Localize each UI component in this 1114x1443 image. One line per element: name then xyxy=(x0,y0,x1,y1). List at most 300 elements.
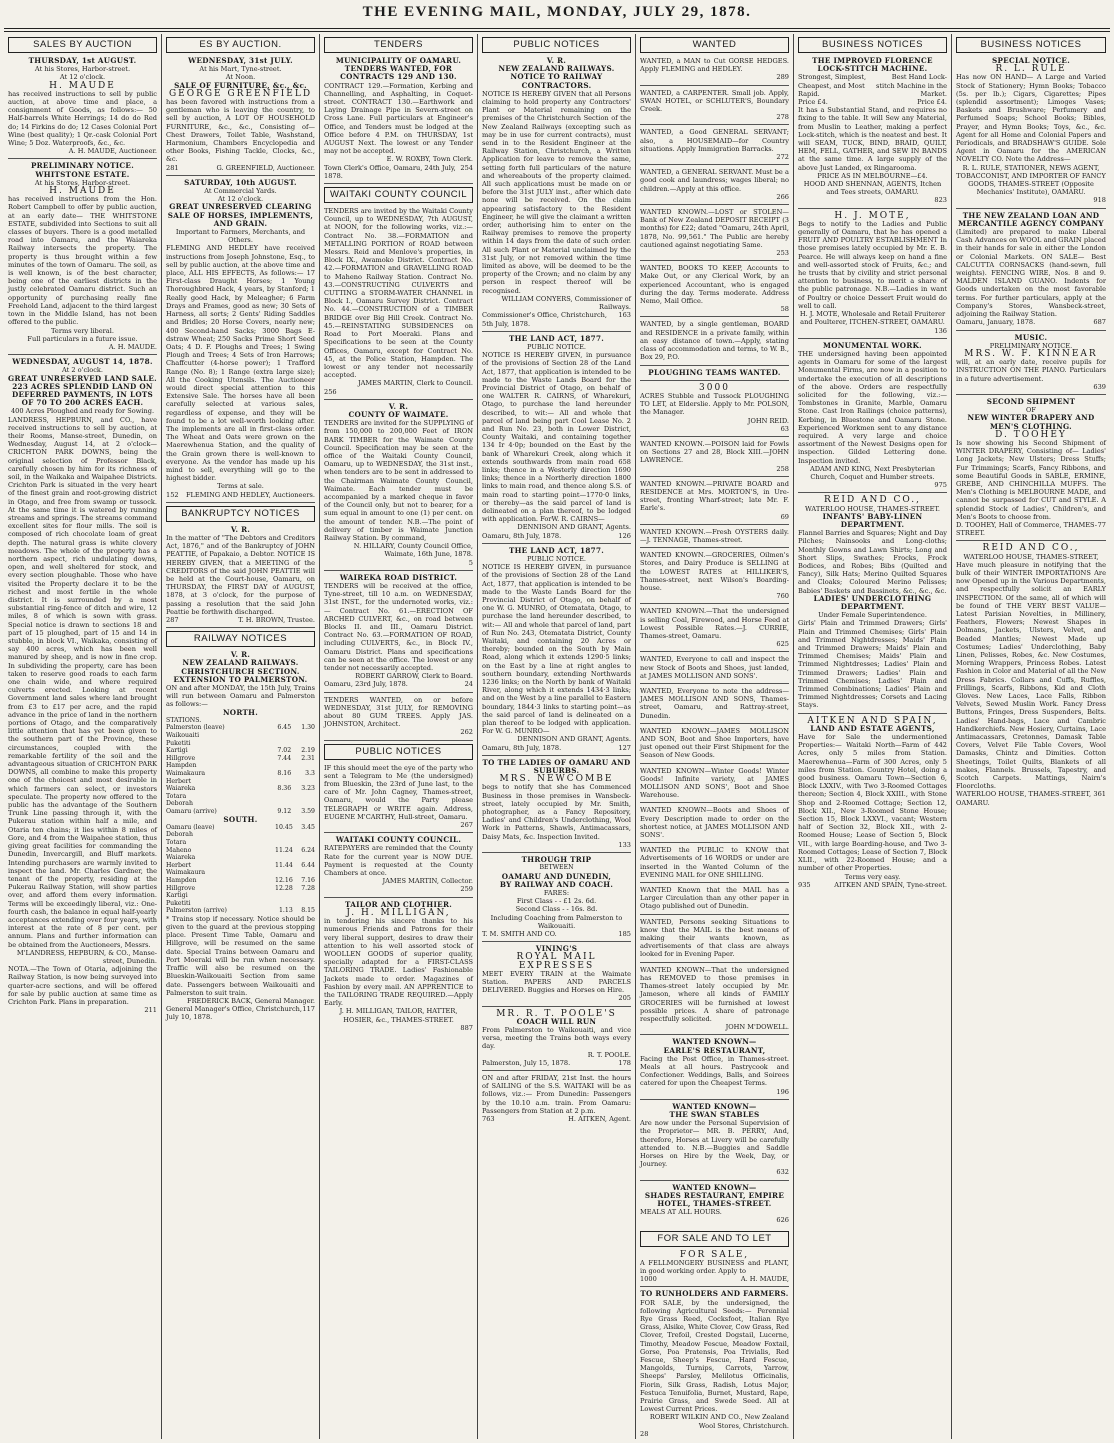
masthead-rule-lower xyxy=(4,31,1110,32)
ad-heading: OAMARU AND DUNEDIN, xyxy=(501,871,612,881)
ad-body: WANTED the PUBLIC to KNOW that Advertisements of 16 WORDS or under are inserted in the Wanted Column of the EVENING MAIL for ONE SHILLING. xyxy=(640,846,789,879)
ad-body: ACRES Stubble and Tussock PLOUGHING TO LET, at Elderslie. Apply to Mr. POLSON, the Manager. xyxy=(640,391,789,417)
ad-number: 117 xyxy=(302,1005,315,1014)
ad-office: General Manager's Office, Christchurch, July 10, 1878. xyxy=(166,1005,302,1022)
ad-body: NOTICE IS HEREBY GIVEN, in pursuance of the provisions of Section 28 of the Land Act, 1877, that application is intended to be made to the Waste Lands Board for the Provincial District of Otago, on behalf of one W. G. MUNRO, of Otematata, Otago, to purchase the land hereunder described, to wit:— All and whole that parcel of land, part of Run No. 243, Otematata District, County Waitaki, and containing 20 Acres or thereby; bounded on the South by Main Road, along which it extends 1290·5 links; on the East by a line at right angles to southern boundary, extending Northwards 1236 links; on the North by bank of Waitaki River, along which it extends 1434·3 links; and on the West by a line parallel to Eastern boundary, 1844·3 links to starting point—as the said parcel of land is delineated on a plan thereof to be lodged with application. For W. G. MUNRO— xyxy=(482,563,631,736)
auction-ad-greenfield xyxy=(166,57,315,176)
ad-price: Price £4. xyxy=(917,98,947,107)
section-header: BUSINESS NOTICES xyxy=(956,37,1106,53)
ad-number: 918 xyxy=(1093,196,1106,205)
ad-name: H. MAUDE xyxy=(49,80,116,91)
notice-railway-contractors xyxy=(482,57,631,332)
ad-title: SATURDAY, 10th AUGUST. xyxy=(184,177,297,187)
ad-florence-machine xyxy=(798,57,947,209)
wanted-ad xyxy=(640,607,789,652)
ad-price: PRICE AS IN MELBOURNE—£4. xyxy=(817,171,928,180)
wanted-ad xyxy=(640,727,789,764)
ad-number: 267 xyxy=(460,821,473,830)
ad-body: FOR SALE, by the undersigned, the following Agricultural Seeds:— Perennial Rye Grass Reed, Cocksfoot, Italian Rye Grass, Alsike, White Clover, Cow Grass, Red Clover, Trefoil, Crested Dogstail, Lucerne, Timothy, Meadow Fescue, Meadow Foxtail, Gorse, Poa Pratensis, Poa Trivialis, Red Fescue, Sheep's Fescue, Hard Fescue, Mangolds, Turnips, Carrots, Yarrow, Sheeps' Parsley, Melilotus Officinalis, Fiorin, Silk Grass, Radish, Lotus Major, Festuca Tenuifolia, Burnet, Mustard, Rape, Prairie Grass, and Swede Seed. All at Lowest Current Prices. xyxy=(640,1298,789,1414)
ad-line: 400 Acres Ploughed and ready for Sowing. xyxy=(10,407,155,416)
wanted-ad xyxy=(640,806,789,843)
ad-price: Price £4. xyxy=(798,98,828,107)
ad-number: 136 xyxy=(934,326,947,335)
ad-big-number: 3000 xyxy=(699,382,730,393)
ad-number: 205 xyxy=(618,994,631,1003)
wanted-ad xyxy=(640,480,789,525)
ad-heading: COUNTY OF WAIMATE. xyxy=(348,409,449,419)
ad-signature: JOHN M'DOWELL. xyxy=(725,1023,789,1032)
ad-number: 63 xyxy=(780,424,789,433)
table-row: Oamaru (leave) 10.45 3.45 xyxy=(166,823,315,831)
section-header: PUBLIC NOTICES xyxy=(324,744,473,760)
ad-body: WANTED KNOWN—JAMES MOLLISON AND SON, Boot and Shoe Importers, have just opened out their First Shipment for the Season of New Goods. xyxy=(640,726,789,760)
ad-signature: A. H. MAUDE. xyxy=(108,342,157,351)
ad-number: 639 xyxy=(1093,382,1106,391)
ad-body: WANTED KNOWN—Boots and Shoes of Every Description made to order on the shortest notice, at JAMES MOLLISON AND SONS'. xyxy=(640,806,789,840)
ad-signature: R. T. POOLE. xyxy=(587,1050,631,1059)
wanted-ad xyxy=(640,57,789,86)
ad-feature-left: Strongest, Simplest, Cheapest, and Most Rapid. xyxy=(798,73,867,98)
ad-body: TENDERS WANTED, on or before WEDNESDAY, 31st JULY, for REMOVING about 80 GUM TREES. Apply JAS. JOHNSTON, Architect. xyxy=(324,695,473,729)
ad-body: WANTED KNOWN.—LOST or STOLEN—Bank of New Zealand DEPOSIT RECEIPT (3 months) for £22; dated "Oamaru, 24th April, 1878, No. 99,561." The Public are hereby cautioned against negotiating Same. xyxy=(640,208,789,249)
ad-body: WANTED KNOWN—That the undersigned has REMOVED to those premises in Thames-street lately occupied by Mr. Jameson, where all kinds of FAMILY GROCERIES will be furnished at lowest possible prices. A share of patronage respectfully solicited. xyxy=(640,965,789,1023)
ad-body: TENDERS are invited for the SUPPLYING of from 150,000 to 200,000 Feet of IRON BARK TIMBER for the Waimate County Council. Specification may be seen at the office of the Waitaki County Council, Oamaru, up to WEDNESDAY, the 31st inst., when tenders are to be sent in addressed to the Chairman Waimate County Council, Waimate. Each tender must be accompanied by a marked cheque in favor of the Council only, but not to bearer, for a sum equal in amount to one (1) per cent. on the amount of tender. N.B.—The point of delivery of timber is Waimate Junction Railway Station. By command, xyxy=(324,419,473,542)
ad-signature: ROBERT WILKIN AND CO., New Zealand Wool Stores, Christchurch. xyxy=(649,1413,789,1430)
ad-title: THE LAND ACT, 1877. xyxy=(508,333,605,343)
ad-number: 281 xyxy=(166,163,179,172)
ad-number: 887 xyxy=(460,1023,473,1032)
ad-line: At Noon. xyxy=(225,73,256,82)
column-4 xyxy=(478,34,636,1439)
ad-name: AITKEN AND SPAIN, xyxy=(807,715,938,726)
ad-body: Flannel Barries and Squares; Night and Day Pilches; Nainsooks and Long-cloths; Monthly Gowns and Lawn Shirts; Long and Short Slips, Swathes; Frocks, Frock Bodices, and Robes; Bibs (Quilted and Fancy), Silk Hats; Merino Quilted Squares and Cloaks; Coloured Merino Pelisses; Babies' Baskets and Bassinets, &c., &c., &c. xyxy=(798,529,947,595)
ad-signature: WILLIAM CONYERS, Commissioner of Railways. xyxy=(501,294,631,312)
ad-signature: M'LANDRESS, HEPBURN, & CO., Manse-street, Dunedin. xyxy=(16,948,157,965)
table-row: Totara xyxy=(166,792,187,800)
ad-signature: T. M. SMITH AND CO. xyxy=(482,929,557,938)
ad-body: RATEPAYERS are reminded that the County Rate for the current year is NOW DUE. Payment is requested at the County Chambers at once. xyxy=(324,844,473,878)
ad-mote-fruit xyxy=(798,212,947,339)
ad-body: Begs to notify to the Ladies and Public generally of Oamaru, that he has opened a FRUIT AND POULTRY ESTABLISHMENT In those premises lately occupied by Mr. E. B. Pearce. He will always keep on hand a fine and well-assorted stock of Fruits, &c.; and he trusts that by civility and strict personal attention to business, to merit a share of the public patronage. N.B.—Ladies in want of Poultry or choice Dessert Fruit would do well to call. xyxy=(798,219,947,310)
table-row: Waikouaiti xyxy=(166,732,200,740)
ad-number: 253 xyxy=(776,249,789,258)
wanted-ad xyxy=(640,369,789,381)
ad-monumental xyxy=(798,342,947,494)
ad-body: CONTRACT 129.—Formation, Kerbing and Channelling, and Asphalting, in Coquet-street. CONTRACT 130.—Earthwork and Laying Drainage Pipe in Severn-street on Cross Lane. Full particulars at Engineer's Office, and Tenders must be lodged at the Office before 4 P.M. on THURSDAY, 1st AUGUST Next. The lowest or any Tender may not be accepted. xyxy=(324,81,473,156)
ad-number: 626 xyxy=(776,1216,789,1225)
ad-heading: NOTICE TO RAILWAY CONTRACTORS. xyxy=(510,72,603,90)
ad-heading: NEW WINTER DRAPERY AND MEN'S CLOTHING. xyxy=(967,413,1095,431)
ad-line: At 12 o'clock. xyxy=(59,73,106,82)
ad-number: 133 xyxy=(618,840,631,849)
ad-title: V. R. xyxy=(388,401,409,411)
ad-signature: WATERLOO HOUSE, THAMES-STREET, OAMARU. xyxy=(956,790,1092,807)
ad-body: has been favored with instructions from a gentleman who is leaving the country, to sell by auction, A LOT OF HOUSEHOLD FURNITURE, &c., &c., Consisting of— Chest Drawers, Toilet Table, Washstand, Harmonium, Chambers Encyclopedia and other Books, Fishing Tackle, Clocks, &c., &c. xyxy=(166,98,315,164)
wanted-ad xyxy=(640,89,789,126)
ad-number: 211 xyxy=(144,1006,157,1015)
ad-subtitle: OF xyxy=(1026,406,1036,415)
ad-title: WANTED KNOWN— xyxy=(672,1101,757,1111)
ad-body: WANTED KNOWN.—PRIVATE BOARD and RESIDENCE at Mrs. MORTON'S, in Ure-street, fronting Wharf-street; late Mr. F. Earle's. xyxy=(640,479,789,513)
ad-name: R. L. RULE xyxy=(995,64,1067,75)
ad-body: TENDERS will be received at the office, Tyne-street, till 10 a.m. on WEDNESDAY, 31st INST., for the undernoted works, viz.:— Contract No. 61.—ERECTION OF ARCHED CULVERT, &c., on road between Blocks II. and III., Oamaru District. Contract No. 63.—FORMATION OF ROAD, including CULVERTS, &c., in Block IV., Oamaru District. Plans and specifications can be seen at the office. The lowest or any tender not necessarily accepted. xyxy=(324,581,473,673)
ad-body: WANTED, a MAN to Cut GORSE HEDGES. Apply FLEMING and HEDLEY. xyxy=(640,57,789,74)
masthead-rule xyxy=(4,28,1110,29)
ad-music-kinnear xyxy=(956,334,1106,395)
tender-gum-trees xyxy=(324,696,473,741)
auction-ad-maude-goods xyxy=(8,57,157,159)
ad-number: 185 xyxy=(618,929,631,938)
notice-newcombe xyxy=(482,759,631,853)
ad-body: MEET EVERY TRAIN at the Waimate Station. PAPERS AND PARCELS DELIVERED. Buggies and Horses on Hire. xyxy=(482,969,631,995)
ad-subtitle: PRELIMINARY NOTICE. xyxy=(989,341,1073,350)
auction-ad-crichton xyxy=(8,358,157,1017)
ad-name: REID AND CO., xyxy=(982,543,1080,554)
section-header: ES BY AUCTION. xyxy=(166,37,315,53)
ad-body: ON and after FRIDAY, 21st Inst. the hours of SAILING of the S.S. WAITAKI will be as follows, viz.:— From Dunedin: Passengers by the 10.10 a.m. train. From Oamaru: Passengers from Station at 2 p.m. xyxy=(482,1073,631,1115)
ad-heading: BY RAILWAY AND COACH. xyxy=(499,879,614,889)
wanted-ad xyxy=(640,168,789,205)
ad-number: 126 xyxy=(618,531,631,540)
ad-title: MONUMENTAL WORK. xyxy=(822,340,922,350)
ad-subtitle: THE SWAN STABLES xyxy=(669,1109,760,1119)
ad-subtitle: WHITSTONE ESTATE. xyxy=(35,169,130,179)
table-row: Waimakaura 8.16 3.3 xyxy=(166,769,315,777)
ad-office: Palmerston, July 15, 1878. xyxy=(482,1058,571,1067)
wanted-ad xyxy=(640,208,789,261)
ad-heading: SALE OF FURNITURE, &c., &c. xyxy=(174,80,307,90)
sale-seeds xyxy=(640,1290,789,1439)
ad-title: MUNICIPALITY OF OAMARU. xyxy=(335,56,462,65)
wanted-ad xyxy=(640,966,789,1036)
ad-number: 287 xyxy=(166,616,179,624)
ad-title: V. R. xyxy=(230,650,251,660)
ad-signature: G. GREENFIELD, Auctioneer. xyxy=(216,163,315,172)
ad-title: VINING'S xyxy=(535,944,578,954)
notice-vining xyxy=(482,945,631,1006)
ad-heading: 223 ACRES SPLENDID LAND ON DEFERRED PAYMENTS, IN LOTS OF 70 TO 200 ACRES EACH. xyxy=(11,381,154,408)
ad-title: FOR SALE, xyxy=(679,1249,750,1260)
ad-body: THE undersigned having been appointed agents in Oamaru for some of the largest Monumental Firms, are now in a position to undertake the execution of all descriptions of the above. Orders are respectfully solicited for the following, viz.:— Tombstones in Granite, Marble, Oamaru Stone. Cast Iron Railings (choice patterns), Kerbing, in Bluestone and Oamaru Stone. Experienced Workmen sent to any distance required. A very large and choice assortment of the Newest Designs open for inspection. Gilded Lettering done. Inspection invited. xyxy=(798,349,947,465)
tender-waimate xyxy=(324,403,473,571)
ad-line: At 2 o'clock. xyxy=(61,366,104,375)
ad-body: Have much pleasure in notifying that the bulk of their WINTER IMPORTATIONS Are now Opened up in the Various Departments, and respectfully solicit an EARLY INSPECTION. Of the same, all of which will be found of THE VERY BEST VALUE— Latest Parisian Novelties, in Millinery, Feathers, Flowers; Newest Shapes in Dolmans, Jackets, Ulsters, Velvet, and Beaded Mantles; Newest Made up Costumes; Ladies' Underclothing, Baby Linen, Pelisses, Robes, &c. New Costumes, Morning Wrappers, Princess Robes. Latest Fashion in Color and Material of all the New Dress Fabrics. Collars and Cuffs, Ruffles, Frillings, Scarfs, Ribbons, Kid and Cloth Gloves. New Laces, Lace Falls, Ribbon Velvets, Sewed Muslin Work. Fancy Dress Buttons, Fringes, Dress Suspenders, Belts. Ladies' Hand-bags, Lace and Cambric Handkerchiefs. New Hosiery, Curtains, Lace Antimacassars, Cretonnes, Damask Table Covers, Velvet File Table Covers, Wool Damasks, Chintz and Dimities. Cotton Sheetings, Toilet Quilts, Blankets of all makes, Flannels. Brussels, Tapestry, and Scotch Carpets. Mattings, Nairn's Floorcloths. xyxy=(956,560,1106,791)
ad-number: 278 xyxy=(776,113,789,122)
wanted-ad xyxy=(640,440,789,477)
ad-name: REID AND CO., xyxy=(824,495,921,506)
ad-title: SECOND SHIPMENT xyxy=(986,396,1076,406)
ad-body: WANTED, by a single gentleman, BOARD and RESIDENCE in a private family, within an easy distance of town.—Apply, stating class of accommodation and terms, to W. B., Box 29, P.O. xyxy=(640,320,789,362)
timetable-north xyxy=(166,717,315,816)
table-row: Palmerston (arrive) 1.13 8.15 xyxy=(166,907,315,915)
ad-nz-loan-mercantile xyxy=(956,212,1106,331)
ad-number: 625 xyxy=(776,640,789,649)
section-header: PUBLIC NOTICES xyxy=(482,37,631,53)
ad-heading: GREAT UNRESERVED CLEARING SALE OF HORSES, IMPLEMENTS, AND GRAIN. xyxy=(167,202,314,228)
ad-toohey-drapery xyxy=(956,398,1106,541)
ad-number: 266 xyxy=(776,192,789,201)
bankruptcy-notice xyxy=(166,526,315,628)
ad-terms: Terms very liberal. xyxy=(51,326,114,335)
ad-rule-stationer xyxy=(956,57,1106,209)
ad-signature: ROBERT GARROW, Clerk to Board. xyxy=(355,672,473,681)
ad-number: 178 xyxy=(618,1058,631,1067)
ad-number: 289 xyxy=(776,73,789,82)
ad-number: 258 xyxy=(776,464,789,473)
ad-body: in tendering his sincere thanks to his numerous Friends and Patrons for their very liberal support, desires to draw their attention to his well assorted stock of WOOLLEN GOODS of superior quality, specially adapted for a FIRST-CLASS TAILORING TRADE. Ladies' Fashionable Jackets made to order. Magazines of Fashion by every mail. AN APPRENTICE to the TAILORING TRADE REQUIRED.—Apply Early. xyxy=(324,917,473,1008)
ad-signature: D. TOOHEY, Hall of Commerce, THAMES-STREET. xyxy=(956,520,1098,538)
wanted-ad xyxy=(640,384,789,437)
ad-note: * Trains stop if necessary. Notice should be given to the guard at the previous stopping place. Present Time Table, Oamaru and Hillgrove, will be resumed on the same date. Special Trains between Oamaru and Port Moeraki will be run when necessary. Traffic will also be resumed on the Blueskin-Waikouaiti Section from same date. Passengers between Waikouaiti and Palmerston to suit train. xyxy=(166,914,315,997)
wanted-ad xyxy=(640,767,789,804)
notice-poole-coach xyxy=(482,1010,631,1071)
ad-line: At his Mart, Tyne-street. xyxy=(199,65,282,74)
table-row: Palmerston (leave) 6.45 1.30 xyxy=(166,724,315,732)
ad-number: 256 xyxy=(324,387,337,396)
table-row: Puketiti xyxy=(166,899,191,907)
ad-heading: ROYAL MAIL EXPRESSES xyxy=(516,952,597,971)
ad-name: MR. R. T. POOLE'S xyxy=(496,1008,617,1019)
ad-number: 77 xyxy=(1097,520,1106,529)
wanted-ad xyxy=(640,528,789,548)
ad-body: A FELLMONGERY BUSINESS and PLANT, in good working order. Apply to xyxy=(640,1258,789,1275)
wanted-ad xyxy=(640,655,789,684)
ad-subtitle: PUBLIC NOTICE. xyxy=(527,554,586,563)
ad-office: Oamaru, 23rd July, 1878. xyxy=(324,680,408,689)
ad-title: THROUGH TRIP xyxy=(521,855,592,865)
ad-terms: Terms at sale. xyxy=(217,482,264,491)
ad-number: 760 xyxy=(776,592,789,601)
ad-signature: JOHN REID. xyxy=(747,416,789,425)
ad-body: It has a Substantial Stand, and requires no fixing to the table. It will Sew any Material, from Muslin to Leather, making a perfect Lock-stitch, which is the neatest and best. It will SEAM, TUCK, BIND, BRAID, QUILT, HEM, FELL, GATHER, and SEW IN BANDS at the same time. A large supply of the above Just Landed, ex Ringarooma. xyxy=(798,106,947,172)
table-row: Kartigi 7.02 2.19 xyxy=(166,747,315,755)
table-row: Hillgrove 7.44 2.31 xyxy=(166,754,315,762)
ad-signature: R. L. RULE, STATIONER, NEWS AGENT, TOBACCONIST, AND IMPORTER OF FANCY GOODS, THAMES-STREET (Opposite Mechanics' Institute), OAMARU. xyxy=(956,163,1106,197)
sale-fellmongery xyxy=(640,1251,789,1288)
notice-telegram xyxy=(324,764,473,834)
wanted-ad xyxy=(640,1038,789,1099)
column-6 xyxy=(794,34,952,1439)
ad-heading: TENDERS WANTED, FOR CONTRACTS 129 AND 130. xyxy=(340,64,457,82)
ad-number: 935 xyxy=(798,880,811,889)
ad-heading: CHRISTCHURCH SECTION. xyxy=(181,666,300,676)
ad-heading: NEW ZEALAND RAILWAYS. xyxy=(182,658,299,668)
ad-line: At his Stores, Harbor-street. xyxy=(34,178,131,187)
section-subheader: WAIREKA ROAD DISTRICT. xyxy=(339,572,458,582)
ad-signature: J. H. MILLIGAN, TAILOR, HATTER, HOSIER, &c., THAMES-STREET. xyxy=(339,1007,458,1024)
ad-number: 687 xyxy=(1093,318,1106,327)
newspaper-columns xyxy=(4,34,1110,1439)
wanted-ad xyxy=(640,264,789,317)
section-header: BANKRUPTCY NOTICES xyxy=(166,506,315,522)
ad-title: THURSDAY, 1st AUGUST. xyxy=(28,56,137,65)
ad-milligan-tailor xyxy=(324,901,473,1035)
ad-signature: H. J. MOTE, Wholesale and Retail Fruiterer and Poulterer, ITCHEN-STREET, OAMARU. xyxy=(799,310,946,327)
ad-subtitle: BETWEEN xyxy=(539,864,574,872)
ad-number: 254 xyxy=(460,163,473,172)
ad-body: will, at an early date, receive pupils for INSTRUCTION ON THE PIANO. Particulars in a future advertisement. xyxy=(956,358,1106,383)
timetable-column-label: STATIONS. xyxy=(166,716,202,724)
ad-number: 259 xyxy=(460,885,473,894)
ad-subtitle: WATERLOO HOUSE, THAMES-STREET. xyxy=(804,504,941,513)
wanted-ad xyxy=(640,886,789,915)
table-row: Herbert xyxy=(166,777,192,785)
column-1 xyxy=(4,34,162,1439)
wanted-ad xyxy=(640,551,789,604)
notice-through-trip xyxy=(482,856,631,942)
ad-subtitle: SHADES RESTAURANT, EMPIRE HOTEL, THAMES-STREET. xyxy=(644,1190,785,1208)
ad-number: 361 xyxy=(1093,790,1106,799)
ad-number: 28 xyxy=(640,1429,649,1438)
ad-signature: FREDERICK BACK, General Manager. xyxy=(187,996,315,1005)
wanted-ad xyxy=(640,1184,789,1228)
ad-body: From Palmerston to Waikouaiti, and vice versa, meeting the Trains both ways every day. xyxy=(482,1025,631,1051)
section-header: TENDERS xyxy=(324,37,473,53)
ad-number: 196 xyxy=(776,1087,789,1096)
ad-office: Oamaru, 8th July, 1878. xyxy=(482,531,562,540)
ad-body: ON and after MONDAY, the 15th July, Trains will run between Oamaru and Palmerston as follows:— xyxy=(166,684,315,709)
column-5 xyxy=(636,34,794,1439)
timetable-direction: SOUTH. xyxy=(223,814,258,824)
ad-number: 163 xyxy=(618,311,631,320)
notice-land-act-cairns xyxy=(482,335,631,544)
ad-number: 152 xyxy=(166,490,179,499)
wanted-ad xyxy=(640,320,789,365)
ad-number: 58 xyxy=(780,305,789,314)
section-header: WANTED xyxy=(640,37,789,53)
tender-waireka xyxy=(324,582,473,693)
ad-signature: DENNISON AND GRANT, Agents. xyxy=(517,523,631,532)
wanted-ad xyxy=(640,128,789,165)
table-row: Kartigi xyxy=(166,892,188,900)
section-header: FOR SALE AND TO LET xyxy=(640,1231,789,1247)
ad-body: LANDRESS, HEPBURN, and CO., have received instructions to sell by auction, at their Rooms, Manse-street, Dunedin, on Wednesday, August 14, at 2 o'clock— CRICHTON PARK DOWNS, being the original selection of Professor Black, carefully chosen by him for its richness of soil, in the Waikaka and Waipahee Districts. Crichton Park is situated in the very heart of the finest grain and root-growing district in Otago, and free from swamp or tussock. At the same time it is watered by running streams and springs. The streams command excellent sites for flour mills. The soil is composed of rich chocolate loam of great depth. The natural grass is white clovery meadows. The whole of the property has a northern aspect, rich undulating downs, open, and well sheltered for stock, and every section ploughable. Those who have visited the Property declare it to be the richest and most fertile in the whole district. It is surrounded by a most substantial ring-fence of ditch and wire, 12 miles, 8 of which is sown with grass. Special notice is drawn to sections 18 and part of 15 ploughed, part of 15 and 14 in stubble, in block VI., Waikaka, consisting of say 400 acres, which has been well manured by sheep, and is now in fine crop. In subdividing the property, care has been taken to reserve good roads to each farm one chain wide, and where required culverts erected. Looking at recent Government land sales where land brought from £3 to £17 per acre, and the rapid advance in the price of land in the northern portions of Otago, and the comparatively little attention that has yet been given to the southern part of the Province, these circumstances, coupled with the remarkable fertility of the soil and the advantageous situation of CRICHTON PARK DOWNS, all combine to make this property one of the choicest and most desirable in which farmers can select, or investors speculate. The property now offered to the public has the advantage of the Southern Trunk Line passing through it, with the Pukerau station within half a mile, and Otaria ten chains; it lies within 8 miles of Gore, and 4 from the Waipahee station, thus giving great facilities for commanding the Dunedin, Invercargill, and Bluff markets. Intending purchasers are warmly invited to inspect the land. Mr. Charles Gardner, the tenant of the property, residing at the Pukerau Railway Station, will show parties over, and afford them every information. Terms will be exceedingly liberal, viz.: One-fourth cash, the balance in equal half-yearly acceptances extending over four years, with interest at the rate of 8 per cent. per annum. Plans and further information can be obtained from the Auctioneers, Messrs. xyxy=(8,415,157,949)
auction-ad-whitstone xyxy=(8,162,157,355)
fare-second-class: Second Class - - 16s. 8d. xyxy=(515,905,598,914)
timetable-direction: NORTH. xyxy=(222,707,259,717)
ad-title: TAILOR AND CLOTHIER. xyxy=(344,899,453,909)
notice-ratepayers xyxy=(324,844,473,897)
ad-body: TENDERS are invited by the Waitaki County Council, up to WEDNESDAY, 7th AUGUST, at NOON, for the following works, viz.:— Contract No. 38.—FORMATION and METALLING PORTION of ROAD between Messrs. Reid and Menlove's properties, in Block IX., Awamoko District. Contract No. 42.—FORMATION and GRAVELLING ROAD to Maheno Railway Station. Contract No. 43.—CONSTRUCTING CULVERTS and CUTTING a STORM-WATER CHANNEL in Block I., Oamaru Survey District. Contract No. 44.—CONSTRUCTION of a TIMBER BRIDGE over Big Hill Creek. Contract No. 45.—REINSTATING SUBSIDENCES on Road to Port Moeraki. Plans and Specifications to be seen at the County Offices, Oamaru, except for Contract No. 45, at the Police Station, Hampden. The lowest or any tender not necessarily accepted. xyxy=(324,207,473,380)
ad-signature: T. H. BROWN, Trustee. xyxy=(238,616,315,624)
ad-reid-winter-importations xyxy=(956,544,1106,810)
column-2 xyxy=(162,34,320,1439)
timetable-south xyxy=(166,824,315,915)
ad-office: Oamaru, 8th July, 1878. xyxy=(482,743,562,752)
ad-body: IF this should meet the eye of the party who sent a Telegram to Me (the undersigned) from Blueskin, the 23rd of June last, to the care of Mr. John Cagney, Thames-street, Oamaru, would the Party please TELEGRAPH or WRITE again. Address, EUGENE M'CARTHY, Hull-street, Oamaru. xyxy=(324,763,473,821)
fare-first-class: First Class - - £1 2s. 6d. xyxy=(516,897,597,906)
table-row: Deborah xyxy=(166,800,193,808)
ad-number: 5 xyxy=(468,558,473,567)
ad-feature-right: Best Hand Lock-stitch Machine in the Market. xyxy=(875,73,947,98)
ad-title: THE IMPROVED FLORENCE LOCK-STITCH MACHINE. xyxy=(812,56,933,74)
ad-body: WANTED, Everyone to call and inspect the new Stock of Boots and Shoes, just landed, at JAMES MOLLISON AND SONS'. xyxy=(640,655,789,680)
railway-timetable xyxy=(166,651,315,1024)
ad-number: 1000 xyxy=(640,1275,657,1284)
table-row: Oamaru (arrive) 9.12 3.59 xyxy=(166,807,315,815)
ad-name: H. J. MOTE, xyxy=(834,210,911,221)
ad-number: 127 xyxy=(618,743,631,752)
ad-signature: N. HILLARY, County Council Office, Waimate, 16th June, 1878. xyxy=(353,542,473,559)
section-header: SALES BY AUCTION xyxy=(8,37,157,53)
masthead: THE EVENING MAIL, MONDAY, JULY 29, 1878. xyxy=(362,4,752,20)
ad-signature: JAMES MARTIN, Collector. xyxy=(382,877,473,886)
ad-title: PRELIMINARY NOTICE. xyxy=(30,161,135,171)
table-row: Hampden 12.16 7.16 xyxy=(166,876,315,884)
ad-body: WANTED, BOOKS TO KEEP, Accounts to Make Out, or any Clerical Work, by an experienced Accountant, who is engaged during the day. Terms moderate. Address Nemo, Mail Office. xyxy=(640,264,789,306)
ad-note: NOTA.—The Town of Otaria, adjoining the Railway Station, is now being surveyed into quarter-acre sections, and will be offered for sale by public auction at same time as Crichton Park. Plans in preparation. xyxy=(8,965,157,1006)
ad-body: NOTICE IS HEREBY GIVEN that all Persons claiming to hold property any Contractors' Plant or Material remaining on the premises of the Christchurch Section of the New Zealand Railways (excepting such as may be in use for current contracts), must send in to the Resident Engineer at the Railway Station, Christchurch, a Written Application for leave to remove the same, setting forth full particulars of the nature and whereabouts of the property claimed. All such applications must be made on or before the 31st JULY inst., after which date none will be received. On the claim appearing satisfactory to the Resident Engineer, he will give the claimant a written order, authorising him to enter on the Railway premises to remove the property within 14 days from the date of such order. All such Plant or Material unclaimed by the 31st July, or not removed within the time limited as above, will be deemed to be the property of the Crown; and no claim by any person in respect thereof will be recognised. xyxy=(482,89,631,295)
ad-body: Including Coaching from Palmerston to Waikouaiti. xyxy=(490,913,623,930)
ad-body: (Limited) are prepared to make Liberal Cash Advances on WOOL and GRAIN placed in their hands for sale in either the London or Colonial Markets. ON SALE— Best CALCUTTA CORNSACKS (hand-sewn, full weights). FENCING WIRE, Nos. 8 and 9. MALDEN ISLAND GUANO. Indents for Goods undertaken on the most favorable terms. For further particulars, apply at the Company's Stores, Wansbeck-street, adjoining the Railway Station. xyxy=(956,228,1106,319)
ad-number: 763 xyxy=(482,1114,495,1123)
ad-line: Under Female Superintendence. xyxy=(818,611,927,620)
ad-title: WEDNESDAY, AUGUST 14, 1878. xyxy=(12,357,153,367)
ad-signature: ADAM AND KING, Next Presbyterian Church, Coquet and Humber streets. xyxy=(809,464,936,481)
ad-line: FARES: xyxy=(543,888,570,897)
table-row: Totara xyxy=(166,838,187,846)
table-row: Waimakaura xyxy=(166,869,206,877)
ad-line: At Commercial Yards. xyxy=(204,187,277,196)
ad-body: WANTED KNOWN.—That the undersigned is selling Coal, Firewood, and Horse Feed at Lowest Possible Rates.—J. CURRIE, Thames-street, Oamaru. xyxy=(640,607,789,640)
ad-subtitle: LAND AND ESTATE AGENTS, xyxy=(810,723,935,733)
ad-body: has received instructions from the Hon. Robert Campbell to offer by public auction, at an early date— THE WHITSTONE ESTATE, subdivided into Sections to suit all classes of buyers. There is a good metalled road into Oamaru, and the Waiareka Railway intersects the property. The property is thus brought within a few minutes of the town of Oamaru. The soil, as is well known, is of the best character, being one of the earliest districts in the justly celebrated Oamaru district. Such an opportunity of purchasing really fine Freehold Land, adjacent to the third largest town in the Middle Island, has not been offered to the public. xyxy=(8,195,157,327)
notice-land-act-munro xyxy=(482,547,631,756)
ad-body: WANTED, a GENERAL SERVANT. Must be a good cook and laundress; wages liberal; no children.—Apply at this office. xyxy=(640,168,789,193)
ad-signature: A. H. MAUDE, Auctioneer. xyxy=(68,147,157,156)
ad-body: FLEMING AND HEDLEY have received instructions from Joseph Johnstone, Esq., to sell by public auction, at the above time and place, ALL HIS EFFECTS, As follows:— 17 First-class Draught Horses; 1 Young Thoroughbred Hack, 4 years, by Stanford; 1 Really good Hack, by Meleagher; 6 Farm Drays and Frames, good as new; 30 Sets of Harness, all sorts; 2 Gents' Riding Saddles and Bridles; 20 Horse Covers, nearly new; 400 Second-hand Sacks; 3000 Bags E-dstraw Wheat; 250 Sacks Prime Short Seed Oats; 4 D. F. Ploughs and Trees; 1 Swing Plough and Trees; 4 Sets of Iron Harrows; Chaffcutter (4-horse power); 1 Trafford Range (No. 8); 1 Range (extra large size); All the Cooking Utensils. The Auctioneer would direct special attention to this Extensive Sale. The horses have all been carefully selected at various sales, regardless of expense, and they will be found to be a lot well-worth looking after. The implements are all in first-class order. The Wheat and Oats were grown on the Maerewhenua Station, and the quality of the Grain grown there is well-known to everyone. As the vendor has made up his mind to sell, everything will go to the highest bidder. xyxy=(166,244,315,483)
ad-title: V. R. xyxy=(230,524,251,534)
table-row: Maheno 11.24 6.24 xyxy=(166,846,315,854)
ad-title: MUSIC. xyxy=(1014,332,1048,342)
ad-office: Town Clerk's Office, Oamaru, 24th July, 1878. xyxy=(324,163,456,180)
ad-heading: LADIES' UNDERCLOTHING DEPARTMENT. xyxy=(813,593,932,611)
column-3 xyxy=(320,34,478,1439)
ad-subtitle: WATERLOO HOUSE, THAMES-STREET, xyxy=(963,552,1099,561)
wanted-ad xyxy=(640,846,789,883)
ad-signature: H. AITKEN, Agent. xyxy=(568,1114,631,1123)
ad-number: 823 xyxy=(934,196,947,205)
wanted-ad xyxy=(640,1103,789,1181)
ad-name: J. H. MILLIGAN, xyxy=(346,907,451,918)
ad-title: WANTED KNOWN— xyxy=(672,1037,757,1047)
ad-heading: NEW ZEALAND RAILWAYS. xyxy=(498,64,615,74)
ad-number: 69 xyxy=(780,512,789,521)
ad-title: WANTED KNOWN— xyxy=(672,1182,757,1192)
ad-body: Are now under the Personal Supervision of the Proprietor— MR. B. PERRY, And, therefore, Horses at Livery will be carefully attended to. N.B.—Buggies and Saddle Horses on Hire by the Week, Day, or Journey. xyxy=(640,1119,789,1169)
ad-number: 24 xyxy=(464,680,473,689)
ad-body: WANTED, Persons seeking Situations to know that the MAIL is the best means of making their wants known, as advertisements of that class are always looked for in Evening Paper. xyxy=(640,917,789,959)
ad-body: begs to notify that she has Commenced Business in those premises in Wansbeck-street, lately occupied by Mr. Smith, photographer, as a Fancy Repository, Ladies' and Children's Underclothing, Wool Work in Patterns, Shawls, Antimacassars, Daisy Mats, &c. Inspection Invited. xyxy=(482,783,631,841)
ad-title: PLOUGHING TEAMS WANTED. xyxy=(648,367,781,377)
table-row: Puketiti xyxy=(166,739,191,747)
ad-name: MRS. W. F. KINNEAR xyxy=(964,348,1098,359)
ad-aitken-spain xyxy=(798,717,947,892)
ad-signature: FLEMING AND HEDLEY, Auctioneers. xyxy=(185,490,315,499)
auction-ad-fleming-hedley xyxy=(166,179,315,503)
wanted-list xyxy=(640,57,789,1228)
ad-signature: HOOD AND SHENNAN, AGENTS, Itchen and Tees streets, OAMARU. xyxy=(803,180,942,197)
ad-body: WANTED, a Good GENERAL SERVANT; also, a HOUSEMAID—for Country situations. Apply Immigration Barracks. xyxy=(640,128,789,153)
ad-body: Facing the Post Office, in Thames-street. Meals at all hours. Pastrycook and Confectioner. Weddings, Balls, and Soirees catered for upon the Cheapest Terms. xyxy=(640,1054,789,1088)
ad-title: THE NEW ZEALAND LOAN AND MERCANTILE AGENCY COMPANY xyxy=(958,210,1104,228)
ad-number: 262 xyxy=(460,728,473,737)
table-row: Waiareka 8.36 3.23 xyxy=(166,785,315,793)
ad-line: At his Stores, Harbor-street. xyxy=(34,65,131,74)
ad-number: 632 xyxy=(776,1168,789,1177)
ad-body: Have for Sale the undermentioned Properties:— Waitaki North—Farm of 442 Acres, only 5 miles from Station. Maerewhenua—Farm of 300 Acres, only 5 miles from Station. Country Hotel, doing a good business. Oamaru Town—Section 6, Block LXXIV., with Two 3-Roomed Cottages thereon; Section 4, Block XXIII., with Stone Shop and 2-Roomed Cottage; Section 12, Block XII., New 3-Roomed Stone House; Section 15, Block LXXVI., vacant; Western half of Section 32, Block XII., with 2-Roomed House; Lease of Section 5, Block VII., with large Boarding-house, and Two 3-Roomed Cottages; Lease of Section 7, Block XLII., with 22-Roomed House; and a number of other Properties. xyxy=(798,733,947,873)
section-header: RAILWAY NOTICES xyxy=(166,631,315,647)
